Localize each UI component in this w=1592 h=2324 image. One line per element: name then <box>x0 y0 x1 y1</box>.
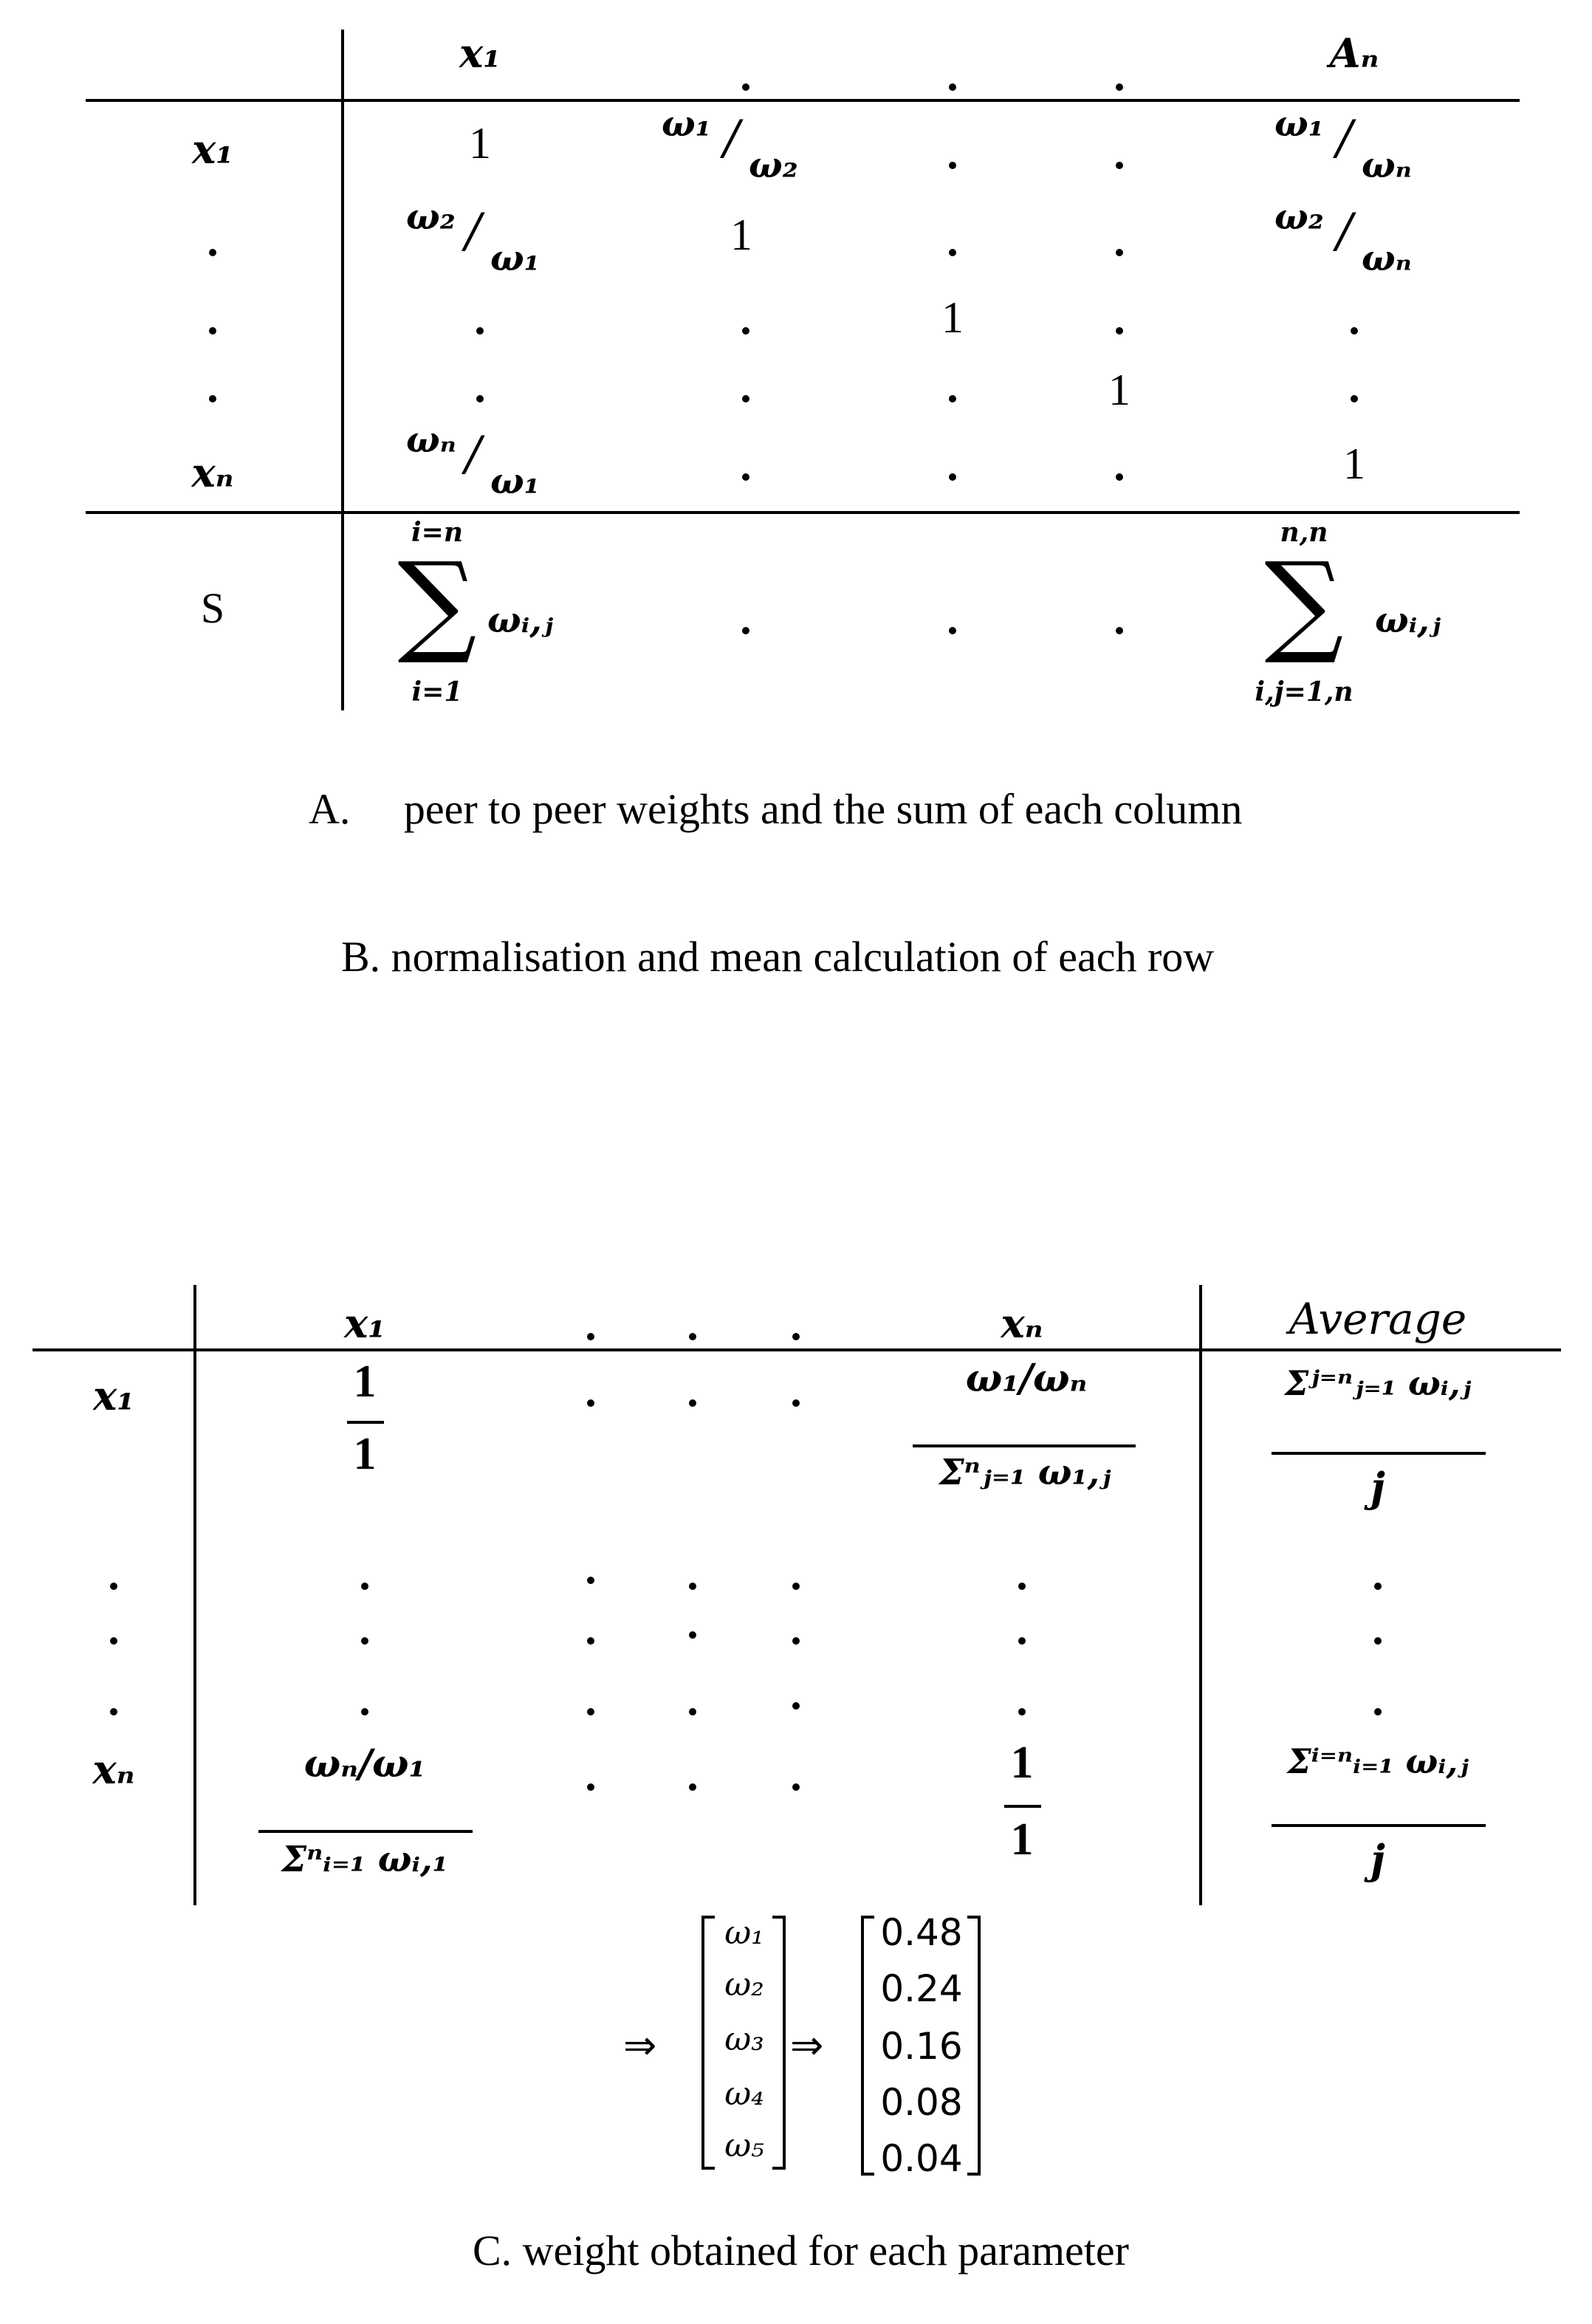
table-a-cell-one: 1 <box>469 119 491 168</box>
table-a-dot <box>742 473 749 481</box>
table-c-dot <box>1018 1583 1026 1590</box>
table-c-dot <box>689 1631 696 1639</box>
weight-value: 0.04 <box>880 2137 963 2180</box>
table-a-row-xn: xₙ <box>191 449 234 496</box>
table-a-header-dot <box>949 83 956 91</box>
table-a-header-rule <box>86 99 1520 102</box>
table-c-dot <box>792 1583 800 1590</box>
table-a-row-dot <box>209 249 216 256</box>
table-a-cell-one: 1 <box>1343 439 1365 488</box>
caption-a: A. peer to peer weights and the sum of each column <box>309 785 1243 833</box>
table-c-dot <box>1018 1637 1026 1645</box>
table-a-cell-one: 1 <box>730 210 752 259</box>
table-a-row-dot <box>209 395 216 402</box>
table-c-dot <box>361 1708 368 1715</box>
table-c-dot <box>587 1577 594 1584</box>
table-a-divider-vertical <box>341 30 344 710</box>
table-c-dot <box>792 1702 800 1710</box>
table-c-dot <box>689 1583 696 1590</box>
table-a-dot <box>1351 327 1358 335</box>
table-a-row-s: S <box>200 584 225 632</box>
table-c-divider-right <box>1199 1285 1202 1905</box>
table-a-header-dot <box>742 83 749 91</box>
table-a-dot <box>742 395 749 402</box>
table-a-cell-one: 1 <box>941 293 964 342</box>
table-a-col-x1: x₁ <box>459 30 501 77</box>
table-c-row-xn: xₙ <box>92 1746 135 1793</box>
table-c-dot <box>587 1399 594 1407</box>
table-a-dot <box>1116 473 1123 481</box>
table-a-row-dot <box>209 327 216 335</box>
table-c-dot <box>1374 1708 1382 1715</box>
table-c-header-dot <box>792 1333 800 1340</box>
table-a-dot <box>742 327 749 335</box>
table-a-dot <box>1116 249 1123 256</box>
table-c-row-x1: x₁ <box>93 1372 134 1419</box>
table-a-dot <box>949 627 956 634</box>
table-a-dot <box>742 627 749 634</box>
table-a-dot <box>1116 627 1123 634</box>
table-c-dot <box>1374 1583 1382 1590</box>
implies-arrow: ⇒ <box>623 2022 657 2068</box>
weight-symbol: ω₅ <box>724 2127 764 2164</box>
table-a-dot <box>949 249 956 256</box>
table-c-header-rule <box>32 1348 1561 1351</box>
table-a-dot <box>1351 395 1358 402</box>
weight-value: 0.48 <box>880 1911 963 1954</box>
table-c-col-x1: x₁ <box>344 1300 385 1347</box>
table-c-dot <box>689 1708 696 1715</box>
table-c-dot <box>689 1783 696 1791</box>
weight-value: 0.16 <box>880 2025 963 2068</box>
table-c-dot <box>361 1583 368 1590</box>
table-c-dot <box>587 1708 594 1715</box>
table-c-divider-left <box>193 1285 196 1905</box>
table-a-dot <box>949 395 956 402</box>
weight-symbol: ω₃ <box>724 2020 764 2058</box>
table-a-dot <box>1116 162 1123 169</box>
table-c-dot <box>587 1783 594 1791</box>
table-c-dot <box>792 1637 800 1645</box>
table-c-row-dot <box>110 1708 117 1715</box>
table-c-row-dot <box>110 1637 117 1645</box>
table-a-row-x1: x₁ <box>192 126 233 173</box>
table-a-sum-rule <box>86 511 1520 514</box>
table-c-dot <box>361 1637 368 1645</box>
caption-b: B. normalisation and mean calculation of each row <box>341 933 1215 981</box>
table-a-header-dot <box>1116 83 1123 91</box>
table-c-row-dot <box>110 1583 117 1590</box>
table-c-header-dot <box>689 1333 696 1340</box>
table-c-dot <box>1374 1637 1382 1645</box>
table-c-header-dot <box>587 1333 594 1340</box>
weight-symbol: ω₄ <box>724 2075 764 2113</box>
table-a-cell-one: 1 <box>1108 366 1130 414</box>
table-c-dot <box>689 1399 696 1407</box>
table-a-dot <box>949 473 956 481</box>
caption-c: C. weight obtained for each parameter <box>473 2227 1129 2275</box>
table-c-col-xn: xₙ <box>1001 1300 1043 1347</box>
table-c-col-average: Average <box>1289 1294 1467 1344</box>
weight-value: 0.08 <box>880 2081 963 2124</box>
table-c-dot <box>587 1637 594 1645</box>
table-c-dot <box>792 1399 800 1407</box>
table-a-dot <box>476 395 484 402</box>
table-a-col-an: Aₙ <box>1329 30 1379 77</box>
weight-value: 0.24 <box>880 1967 963 2010</box>
implies-arrow: ⇒ <box>790 2022 824 2068</box>
table-a-dot <box>476 327 484 335</box>
weight-symbol: ω₂ <box>724 1966 764 2003</box>
table-a-dot <box>949 162 956 169</box>
table-c-dot <box>1018 1708 1026 1715</box>
weight-symbol: ω₁ <box>724 1914 764 1952</box>
table-a-dot <box>1116 327 1123 335</box>
table-c-dot <box>792 1783 800 1791</box>
